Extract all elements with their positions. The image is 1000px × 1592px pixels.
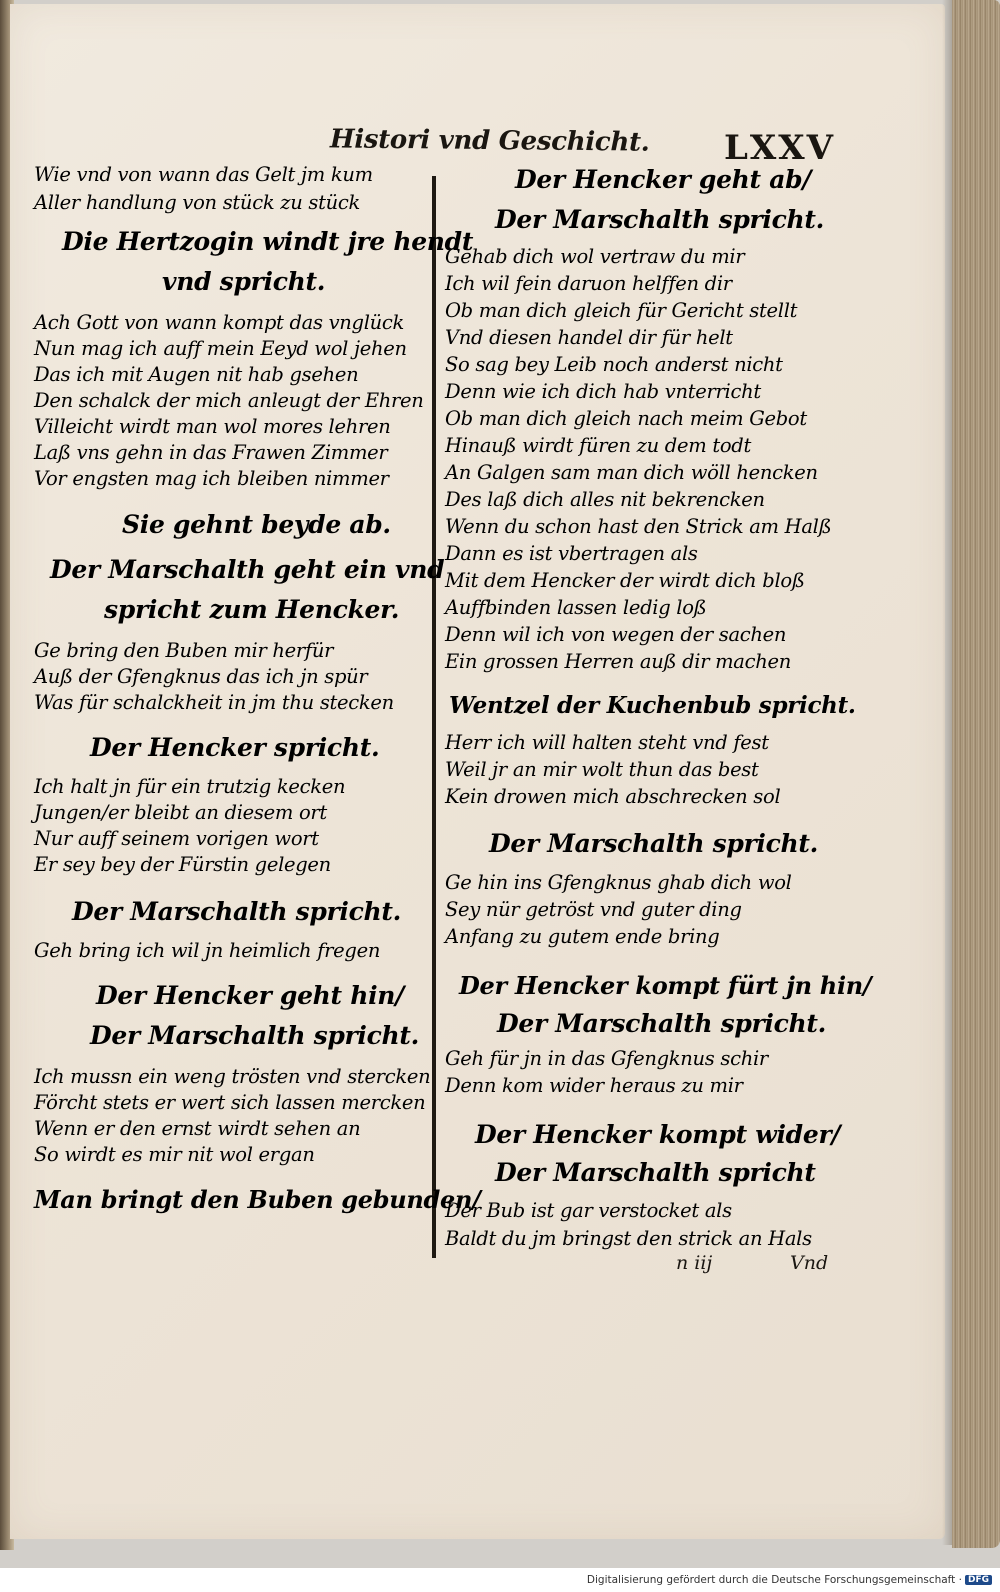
verse-line: Ob man dich gleich für Gericht stellt	[445, 299, 798, 322]
verse-line: Nun mag ich auff mein Eeyd wol jehen	[34, 337, 407, 360]
verse-line: Herr ich will halten steht vnd fest	[445, 731, 769, 754]
verse-line: Er sey bey der Fürstin gelegen	[34, 853, 331, 876]
verse-line: Sey nür getröst vnd guter ding	[445, 898, 742, 921]
stage-direction: Sie gehnt beyde ab.	[122, 510, 391, 539]
stage-direction: Der Hencker kompt fürt jn hin/	[459, 971, 872, 1000]
verse-line: Das ich mit Augen nit hab gsehen	[34, 363, 359, 386]
verse-line: An Galgen sam man dich wöll hencken	[445, 461, 818, 484]
verse-line: Jungen/er bleibt an diesem ort	[34, 801, 327, 824]
verse-line: Ge bring den Buben mir herfür	[34, 639, 334, 662]
verse-line: Ge hin ins Gfengknus ghab dich wol	[445, 871, 792, 894]
verse-line: Ach Gott von wann kompt das vnglück	[34, 311, 405, 334]
verse-line: Weil jr an mir wolt thun das best	[445, 758, 759, 781]
verse-line: Ich mussn ein weng trösten vnd stercken	[34, 1065, 431, 1088]
verse-line: Mit dem Hencker der wirdt dich bloß	[445, 569, 805, 592]
verse-line: Gehab dich wol vertraw du mir	[445, 245, 745, 268]
verse-line: Ein grossen Herren auß dir machen	[445, 650, 792, 673]
digitization-credit	[587, 1574, 992, 1586]
verse-line: Aller handlung von stück zu stück	[34, 191, 360, 214]
verse-line: Denn wie ich dich hab vnterricht	[445, 380, 761, 403]
stage-direction: spricht zum Hencker.	[104, 595, 400, 624]
verse-line: Wenn er den ernst wirdt sehen an	[34, 1117, 361, 1140]
verse-line: Anfang zu gutem ende bring	[445, 925, 720, 948]
stage-direction: Der Hencker geht ab/	[515, 165, 812, 194]
verse-line: Villeicht wirdt man wol mores lehren	[34, 415, 391, 438]
verse-line: Den schalck der mich anleugt der Ehren	[34, 389, 424, 412]
verse-line: Wenn du schon hast den Strick am Halß	[445, 515, 832, 538]
column-rule	[432, 176, 436, 1258]
stage-direction: Der Hencker spricht.	[90, 733, 380, 762]
verse-line: Denn kom wider heraus zu mir	[445, 1074, 743, 1097]
verse-line: Vnd diesen handel dir für helt	[445, 326, 733, 349]
verse-line: Baldt du jm bringst den strick an Hals	[445, 1227, 812, 1250]
stage-direction: Der Marschalth spricht.	[495, 205, 825, 234]
running-head: Histori vnd Geschicht.	[329, 124, 650, 158]
catchword: Vnd	[790, 1252, 829, 1274]
verse-line: Geh für jn in das Gfengknus schir	[445, 1047, 768, 1070]
signature-mark: n iij	[676, 1252, 713, 1274]
stage-direction: Der Marschalth spricht.	[90, 1021, 420, 1050]
verse-line: Förcht stets er wert sich lassen mercken	[34, 1091, 426, 1114]
verse-line: Auß der Gfengknus das ich jn spür	[34, 665, 368, 688]
verse-line: Wie vnd von wann das Gelt jm kum	[34, 163, 373, 186]
page-stack-edge	[952, 0, 1000, 1548]
stage-direction: Die Hertzogin windt jre hendt	[62, 227, 474, 256]
verse-line: Nur auff seinem vorigen wort	[34, 827, 319, 850]
verse-line: Ich halt jn für ein trutzig kecken	[34, 775, 346, 798]
stage-direction: Der Hencker geht hin/	[96, 981, 404, 1010]
stage-direction: Wentzel der Kuchenbub spricht.	[449, 692, 856, 719]
stage-direction: Der Marschalth spricht.	[72, 897, 402, 926]
stage-direction: Der Marschalth spricht.	[497, 1009, 827, 1038]
verse-line: Geh bring ich wil jn heimlich fregen	[34, 939, 381, 962]
stage-direction: Der Marschalth spricht	[495, 1158, 816, 1187]
folio-number: LXXV	[724, 128, 836, 168]
stage-direction: vnd spricht.	[162, 267, 326, 296]
credit-text: Digitalisierung gefördert durch die Deutsche Forschungsgemeinschaft ·	[586, 1574, 962, 1586]
verse-line: Vor engsten mag ich bleiben nimmer	[34, 467, 389, 490]
verse-line: Was für schalckheit in jm thu stecken	[34, 691, 394, 714]
stage-direction: Der Marschalth geht ein vnd	[50, 555, 445, 584]
verse-line: Dann es ist vbertragen als	[445, 542, 698, 565]
stage-direction: Der Marschalth spricht.	[489, 829, 819, 858]
verse-line: Kein drowen mich abschrecken sol	[445, 785, 781, 808]
verse-line: Auffbinden lassen ledig loß	[445, 596, 707, 619]
verse-line: Ob man dich gleich nach meim Gebot	[445, 407, 807, 430]
verse-line: Ich wil fein daruon helffen dir	[445, 272, 732, 295]
verse-line: Laß vns gehn in das Frawen Zimmer	[34, 441, 388, 464]
verse-line: Denn wil ich von wegen der sachen	[445, 623, 787, 646]
verse-line: So sag bey Leib noch anderst nicht	[445, 353, 783, 376]
verse-line: Hinauß wirdt füren zu dem todt	[445, 434, 752, 457]
stage-direction: Der Hencker kompt wider/	[475, 1120, 841, 1149]
verse-line: So wirdt es mir nit wol ergan	[34, 1143, 315, 1166]
verse-line: Der Bub ist gar verstocket als	[445, 1199, 732, 1222]
verse-line: Des laß dich alles nit bekrencken	[445, 488, 765, 511]
stage-direction: Man bringt den Buben gebunden/	[34, 1185, 481, 1214]
dfg-logo-icon: DFG	[965, 1575, 992, 1585]
